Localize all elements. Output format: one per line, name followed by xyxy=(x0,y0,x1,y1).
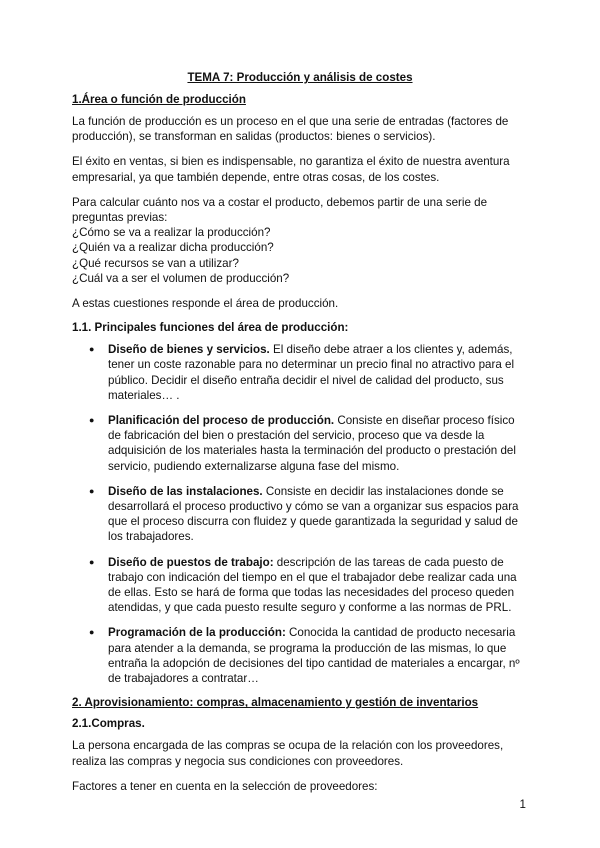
bullet-icon: ● xyxy=(89,485,95,496)
paragraph-purchasing: La persona encargada de las compras se ocupa de la relación con los proveedores, realiza las compras y negocia sus condiciones con proveedores. xyxy=(72,739,504,768)
list-item-text: Consiste en diseñar proceso físico de fabricación del bien o prestación del servicio, proceso que va desde la adquisición de los materiales hasta la terminación del producto o prestación del servicio, pudiendo externalizarse alguna fase del mismo. xyxy=(108,414,516,473)
paragraph-production-area: A estas cuestiones responde el área de producción. xyxy=(72,297,339,311)
list-item-term: Diseño de bienes y servicios. xyxy=(108,343,270,357)
questions-block xyxy=(72,195,528,286)
list-item-text: Conocida la cantidad de producto necesaria para atender a la demanda, se programa la producción de las mismas, lo que entraña la adopción de decisiones del tipo cantidad de materiales a encargar, nº de trabajadores a contratar… xyxy=(108,626,520,686)
section-1-1-heading: 1.1. Principales funciones del área de producción: xyxy=(72,321,349,335)
question-2: ¿Quién va a realizar dicha producción? xyxy=(72,241,274,255)
document-page xyxy=(72,64,528,804)
paragraph-sales-success: El éxito en ventas, si bien es indispensable, no garantiza el éxito de nuestra aventura empresarial, ya que también depende, entre otras cosas, de los costes. xyxy=(72,155,510,184)
bullet-icon: ● xyxy=(89,627,95,638)
list-item-term: Diseño de puestos de trabajo: xyxy=(108,555,274,569)
bullet-icon: ● xyxy=(89,344,95,355)
question-1: ¿Cómo se va a realizar la producción? xyxy=(72,226,271,240)
section-1-heading: 1.Área o función de producción xyxy=(72,93,246,106)
list-item xyxy=(72,625,528,686)
list-item-text: Consiste en decidir las instalaciones donde se desarrollará el proceso productivo y cómo se van a organizar sus espacios para que el proceso discurra con fluidez y quede garantizada la seguridad y salud de los trabajadores. xyxy=(108,484,519,544)
bullet-icon: ● xyxy=(89,415,95,426)
paragraph-production-function: La función de producción es un proceso en el que una serie de entradas (factores de producción), se transforman en salidas (productos: bienes o servicios). xyxy=(72,115,509,144)
document-title: TEMA 7: Producción y análisis de costes xyxy=(187,71,413,84)
bullet-icon: ● xyxy=(89,556,95,567)
list-item xyxy=(72,413,528,474)
list-item xyxy=(72,342,528,403)
list-item-text: descripción de las tareas de cada puesto de trabajo con indicación del tiempo en el que el trabajador debe realizar cada una de ellas. Esto se hará de forma que todas las necesidades del proceso queden atendidas, y que cada puesto resulte seguro y conforme a las normas de PRL. xyxy=(108,555,517,615)
questions-intro: Para calcular cuánto nos va a costar el producto, debemos partir de una serie de preguntas previas: xyxy=(72,195,488,225)
list-item xyxy=(72,484,528,545)
section-2-heading: 2. Aprovisionamiento: compras, almacenamiento y gestión de inventarios xyxy=(72,696,479,710)
question-4: ¿Cuál va a ser el volumen de producción? xyxy=(72,271,290,285)
page-number: 1 xyxy=(519,798,526,811)
list-item-term: Programación de la producción: xyxy=(108,626,286,640)
list-item xyxy=(72,555,528,616)
list-item-text: El diseño debe atraer a los clientes y, además, tener un coste razonable para no determinar un precio final no atractivo para el público. Decidir el diseño entraña decidir el nivel de calidad del producto, sus materiales… . xyxy=(108,343,515,402)
functions-list xyxy=(72,342,528,686)
list-item-term: Diseño de las instalaciones. xyxy=(108,484,263,498)
question-3: ¿Qué recursos se van a utilizar? xyxy=(72,256,239,270)
paragraph-supplier-factors: Factores a tener en cuenta en la selección de proveedores: xyxy=(72,779,378,793)
section-2-1-heading: 2.1.Compras. xyxy=(72,717,145,731)
list-item-term: Planificación del proceso de producción. xyxy=(108,414,335,428)
